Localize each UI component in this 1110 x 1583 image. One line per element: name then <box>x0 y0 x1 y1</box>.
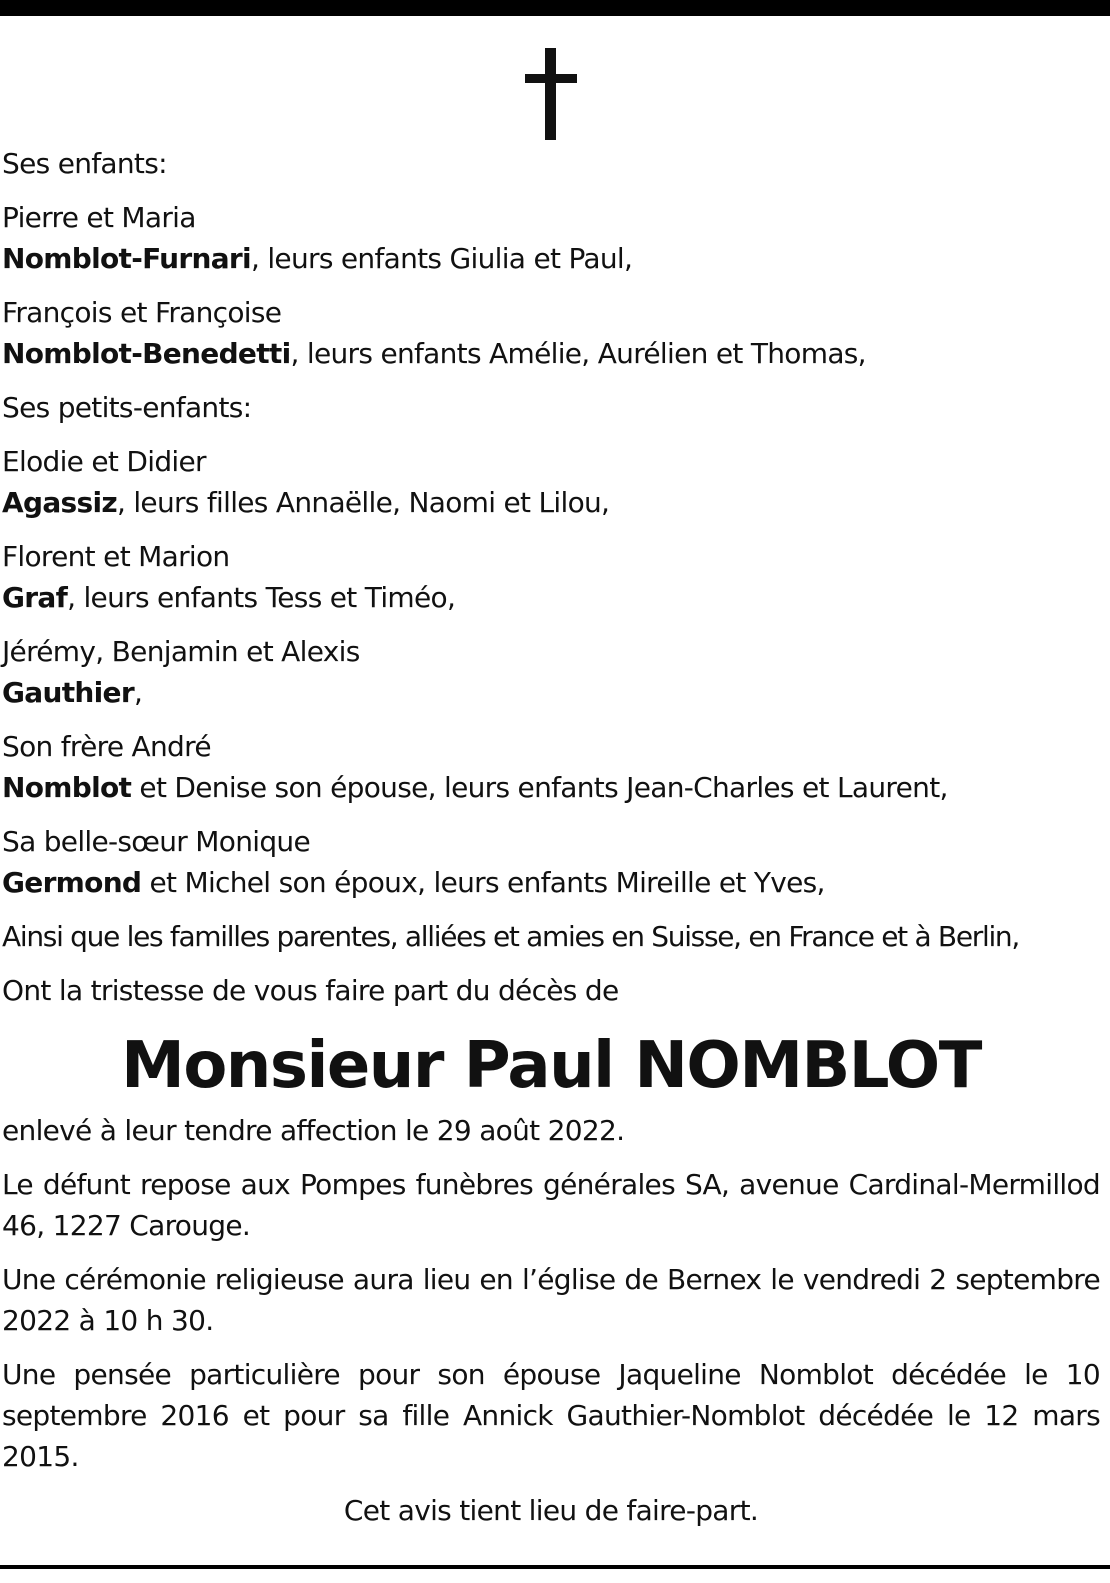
given-names: Elodie et Didier <box>2 445 206 478</box>
given-names: Florent et Marion <box>2 540 230 573</box>
surname: Nomblot <box>2 771 132 804</box>
cross-icon <box>525 48 577 140</box>
family-entry-gc2 <box>2 536 1100 618</box>
family-entry-child2 <box>2 292 1100 374</box>
top-rule <box>0 0 1110 16</box>
given-names: Son frère André <box>2 730 211 763</box>
family-entry-brother <box>2 726 1100 808</box>
rests-paragraph: Le défunt repose aux Pompes funèbres générales SA, avenue Cardinal-Mermillod 46, 1227 Carouge. <box>2 1168 1100 1242</box>
surname: Agassiz <box>2 486 117 519</box>
closing-line: Cet avis tient lieu de faire-part. <box>343 1494 759 1527</box>
entry-detail: , <box>133 676 143 709</box>
thought-paragraph: Une pensée particulière pour son épouse Jaqueline Nomblot décédée le 10 septembre 2016 et pour sa fille Annick Gauthier-Nomblot décédée le 12 mars 2015. <box>2 1358 1100 1473</box>
entry-detail: , leurs enfants Giulia et Paul, <box>250 242 633 275</box>
families-line: Ainsi que les familles parentes, alliées et amies en Suisse, en France et à Berlin, <box>2 920 1019 953</box>
family-entry-gc1 <box>2 441 1100 523</box>
bottom-rule <box>0 1565 1110 1569</box>
announcement-line: Ont la tristesse de vous faire part du décès de <box>2 974 619 1007</box>
surname: Graf <box>2 581 68 614</box>
children-heading: Ses enfants: <box>2 147 167 180</box>
given-names: François et Françoise <box>2 296 282 329</box>
entry-detail: , leurs enfants Tess et Timéo, <box>67 581 456 614</box>
entry-detail: , leurs enfants Amélie, Aurélien et Thomas, <box>290 337 866 370</box>
family-entry-gc3 <box>2 631 1100 713</box>
ceremony-paragraph: Une cérémonie religieuse aura lieu en l’église de Bernex le vendredi 2 septembre 2022 à 10 h 30. <box>2 1263 1100 1337</box>
family-entry-child1 <box>2 197 1100 279</box>
surname: Germond <box>2 866 142 899</box>
surname: Nomblot-Furnari <box>2 242 251 275</box>
given-names: Pierre et Maria <box>2 201 196 234</box>
family-entry-sister-in-law <box>2 821 1100 903</box>
surname: Gauthier <box>2 676 134 709</box>
entry-detail: et Denise son épouse, leurs enfants Jean-Charles et Laurent, <box>131 771 948 804</box>
obituary-body <box>2 143 1100 1544</box>
entry-detail: et Michel son époux, leurs enfants Mireille et Yves, <box>141 866 825 899</box>
given-names: Sa belle-sœur Monique <box>2 825 310 858</box>
grandchildren-heading: Ses petits-enfants: <box>2 391 252 424</box>
deceased-name: Monsieur Paul NOMBLOT <box>121 1029 981 1103</box>
given-names: Jérémy, Benjamin et Alexis <box>2 635 360 668</box>
passed-line: enlevé à leur tendre affection le 29 août 2022. <box>2 1114 625 1147</box>
entry-detail: , leurs filles Annaëlle, Naomi et Lilou, <box>116 486 610 519</box>
surname: Nomblot-Benedetti <box>2 337 291 370</box>
